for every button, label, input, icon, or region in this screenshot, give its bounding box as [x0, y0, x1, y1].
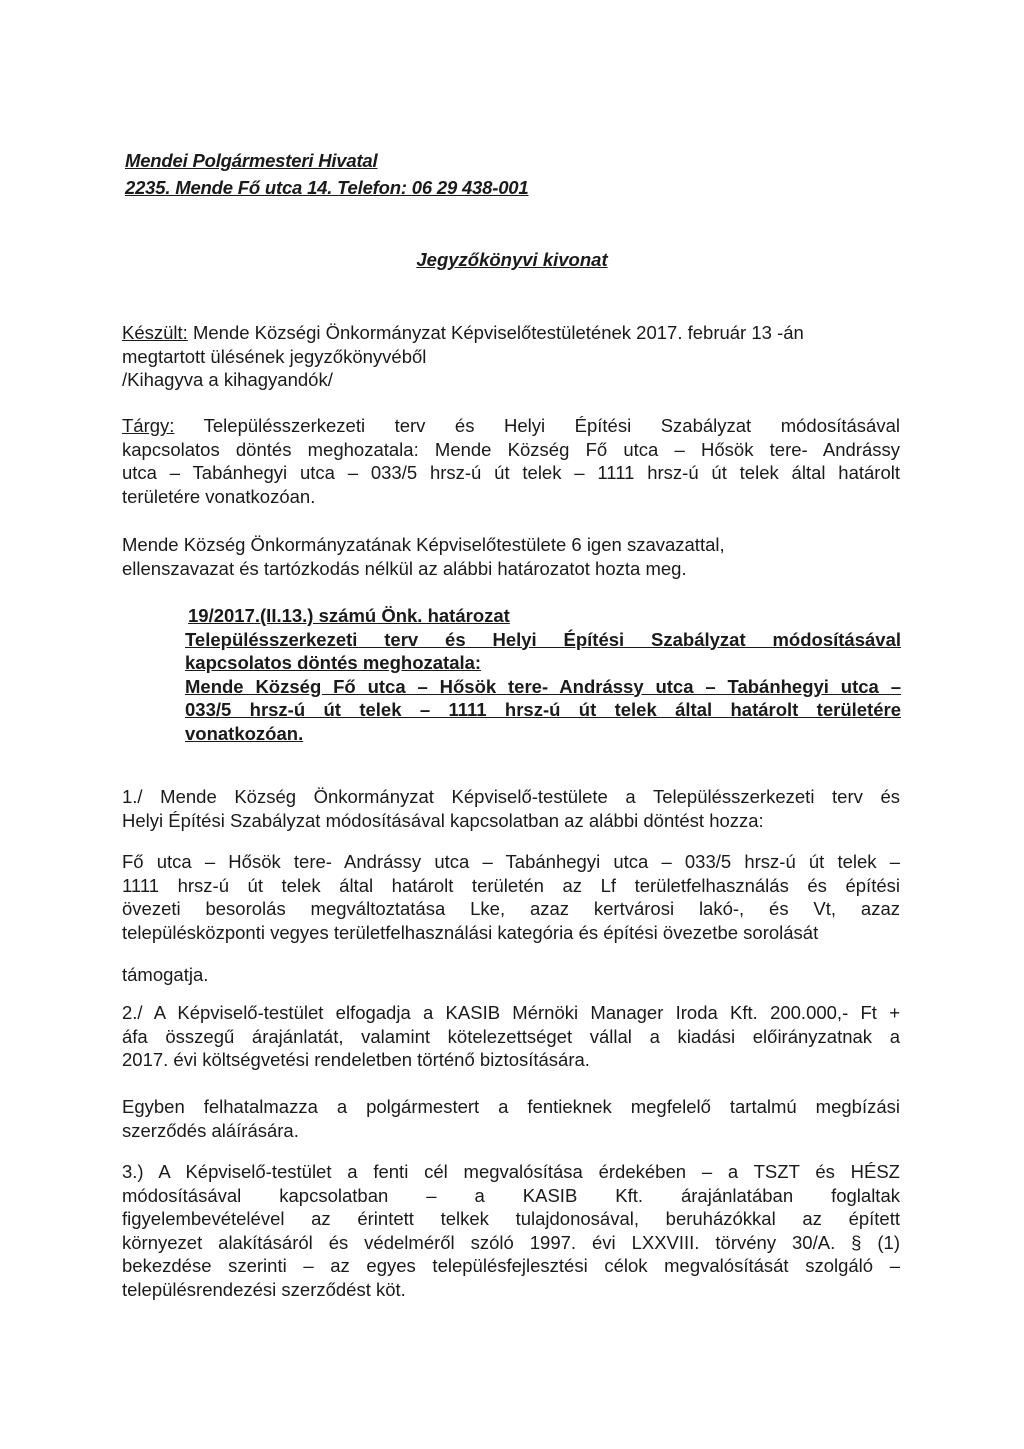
point-2-line-2: áfa összegű árajánlatát, valamint kötelezettséget vállal a kiadási előirányzatnak a: [122, 1025, 900, 1047]
decision-line-2: 1111 hrsz-ú út telek által határolt területén az Lf területfelhasználás és építési: [122, 874, 900, 896]
document-title: Jegyzőkönyvi kivonat: [416, 249, 608, 270]
resolution-block: [185, 604, 901, 745]
point-3-line-5: bekezdése szerinti – az egyes településfejlesztési célok megvalósítását szolgáló –: [122, 1255, 900, 1276]
decision-line-1: Fő utca – Hősök tere- Andrássy utca – Tabánhegyi utca – 033/5 hrsz-ú út telek –: [122, 851, 900, 872]
subject-line-3: utca – Tabánhegyi utca – 033/5 hrsz-ú út telek – 1111 hrsz-ú út telek által határolt: [122, 462, 900, 483]
authorization-line-2: szerződés aláírására.: [122, 1119, 299, 1141]
resolution-number: 19/2017.(II.13.) számú Önk. határozat: [188, 605, 510, 626]
authorization-line-1: Egyben felhatalmazza a polgármestert a fentieknek megfelelő tartalmú megbízási: [122, 1096, 900, 1117]
resolution-line-4: 033/5 hrsz-ú út telek – 1111 hrsz-ú út telek által határolt területére: [185, 699, 901, 720]
office-address: 2235. Mende Fő utca 14. Telefon: 06 29 438-001: [125, 177, 529, 198]
point-3-line-4: környezet alakításáról és védelméről szóló 1997. évi LXXVIII. törvény 30/A. § (1): [122, 1231, 900, 1253]
subject-paragraph: [122, 414, 900, 508]
subject-line-1: Településszerkezeti terv és Helyi Építési Szabályzat módosításával: [203, 415, 900, 436]
subject-line-2: kapcsolatos döntés meghozatala: Mende Község Fő utca – Hősök tere- Andrássy: [122, 438, 900, 460]
supports-line: [122, 963, 900, 987]
made-line-1: Mende Községi Önkormányzat Képviselőtestületének 2017. február 13 -án: [192, 322, 804, 343]
subject-label: Tárgy:: [122, 415, 175, 436]
point-3-paragraph: [122, 1160, 900, 1301]
point-1-line-1: 1./ Mende Község Önkormányzat Képviselő-testülete a Településszerkezeti terv és: [122, 786, 900, 807]
made-line-2: megtartott ülésének jegyzőkönyvéből: [122, 345, 427, 367]
subject-line-4: területére vonatkozóan.: [122, 485, 316, 507]
point-1-paragraph: [122, 785, 900, 832]
point-1-line-2: Helyi Építési Szabályzat módosításával kapcsolatban az alábbi döntést hozza:: [122, 809, 764, 831]
decision-line-3: övezeti besorolás megváltoztatása Lke, azaz kertvárosi lakó-, és Vt, azaz: [122, 898, 900, 919]
vote-paragraph: [122, 533, 900, 580]
point-2-paragraph: [122, 1001, 900, 1072]
office-name: Mendei Polgármesteri Hivatal: [125, 150, 378, 171]
decision-line-4: településközponti vegyes területfelhasználási kategória és építési övezetbe sorolását: [122, 921, 819, 943]
made-paragraph: [122, 321, 900, 392]
supports-text: támogatja.: [122, 964, 209, 985]
resolution-line-2: kapcsolatos döntés meghozatala:: [185, 652, 482, 673]
vote-line-2: ellenszavazat és tartózkodás nélkül az alábbi határozatot hozta meg.: [122, 557, 687, 579]
resolution-line-5: vonatkozóan.: [185, 722, 304, 744]
vote-line-1: Mende Község Önkormányzatának Képviselőtestülete 6 igen szavazattal,: [122, 534, 725, 555]
point-3-line-2: módosításával kapcsolatban – a KASIB Kft. árajánlatában foglaltak: [122, 1184, 900, 1206]
made-line-3: /Kihagyva a kihagyandók/: [122, 369, 333, 390]
point-3-line-3: figyelembevételével az érintett telkek tulajdonosával, beruházókkal az épített: [122, 1208, 900, 1229]
point-2-line-1: 2./ A Képviselő-testület elfogadja a KASIB Mérnöki Manager Iroda Kft. 200.000,- Ft +: [122, 1002, 900, 1023]
point-1-decision: [122, 850, 900, 944]
resolution-line-1: Településszerkezeti terv és Helyi Építési Szabályzat módosításával: [185, 628, 901, 650]
made-label: Készült:: [122, 322, 188, 343]
point-3-line-1: 3.) A Képviselő-testület a fenti cél megvalósítása érdekében – a TSZT és HÉSZ: [122, 1161, 900, 1182]
point-2-line-3: 2017. évi költségvetési rendeletben történő biztosítására.: [122, 1049, 590, 1070]
resolution-line-3: Mende Község Fő utca – Hősök tere- Andrássy utca – Tabánhegyi utca –: [185, 675, 901, 697]
authorization-paragraph: [122, 1095, 900, 1142]
point-3-line-6: településrendezési szerződést köt.: [122, 1278, 406, 1300]
